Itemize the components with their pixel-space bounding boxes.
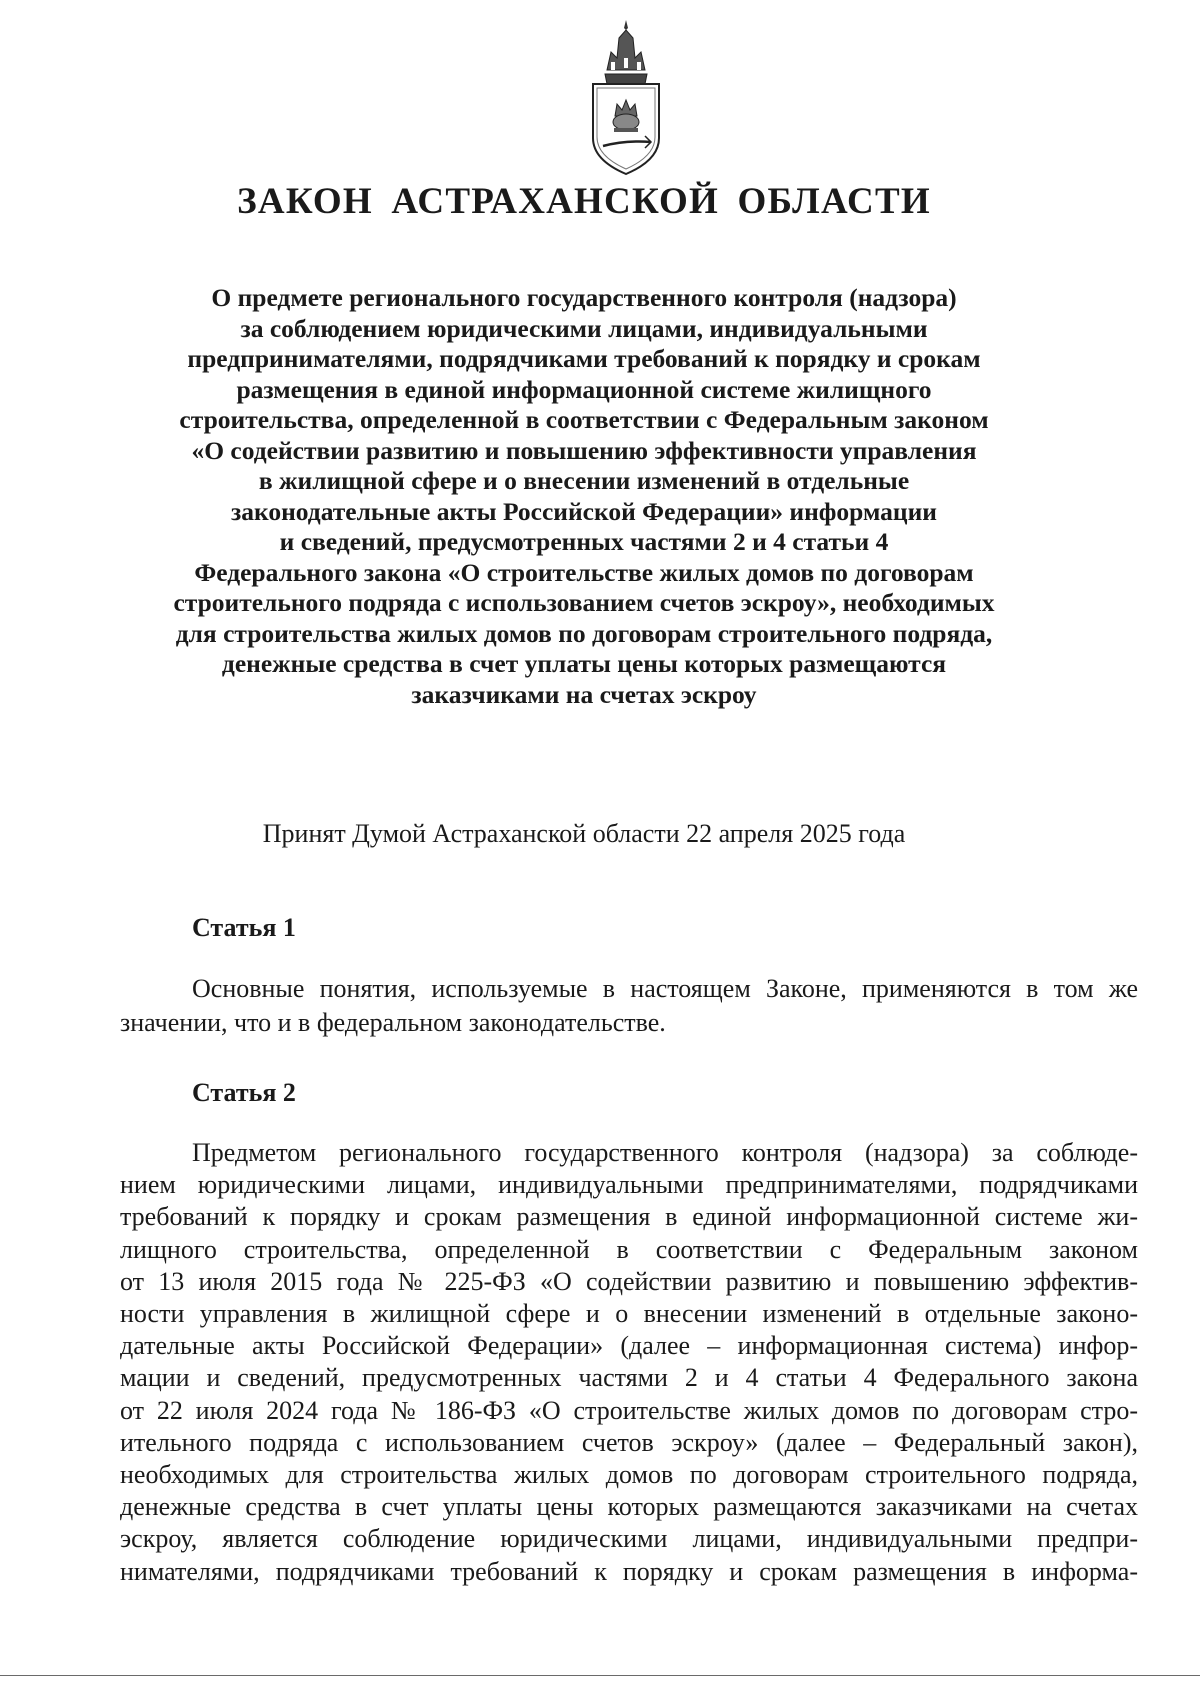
adoption-date: Принят Думой Астраханской области 22 апреля 2025 года	[262, 819, 906, 848]
article-2-heading: Статья 2	[192, 1078, 296, 1107]
subtitle-line: строительства, определенной в соответствии с Федеральным законом	[179, 405, 989, 434]
subtitle-line: «О содействии развитию и повышению эффективности управления	[191, 435, 977, 465]
subtitle-line: денежные средства в счет уплаты цены которых размещаются	[221, 649, 947, 678]
subtitle-line: за соблюдением юридическими лицами, индивидуальными	[240, 313, 928, 343]
text-line: дательные акты Российской Федерации» (далее – информационная система) инфор-	[120, 1331, 1138, 1361]
article-1-heading: Статья 1	[192, 913, 296, 942]
law-subtitle	[150, 283, 1018, 710]
subtitle-line: предпринимателями, подрядчиками требований к порядку и срокам	[187, 344, 981, 373]
astrakhan-coat-of-arms-icon	[585, 18, 667, 176]
text-line: лищного строительства, определенной в соответствии с Федеральным законом	[120, 1234, 1138, 1264]
text-line: Предметом регионального государственного контроля (надзора) за соблюде-	[192, 1138, 1138, 1167]
subtitle-line: О предмете регионального государственного контроля (надзора)	[211, 283, 957, 312]
article-1-text	[120, 972, 1138, 1040]
text-line: необходимых для строительства жилых домов по договорам строительного подряда,	[120, 1460, 1138, 1490]
law-title: ЗАКОН АСТРАХАНСКОЙ ОБЛАСТИ	[237, 181, 931, 222]
text-line: требований к порядку и срокам размещения в единой информационной системе жи-	[120, 1202, 1138, 1232]
text-line: от 22 июля 2024 года № 186-ФЗ «О строительстве жилых домов по договорам стро-	[120, 1395, 1138, 1425]
subtitle-line: и сведений, предусмотренных частями 2 и 4 статьи 4	[279, 527, 889, 556]
text-line: денежные средства в счет уплаты цены которых размещаются заказчиками на счетах	[120, 1492, 1138, 1522]
article-2-text	[120, 1137, 1138, 1588]
text-line: ительного подряда с использованием счетов эскроу» (далее – Федеральный закон),	[120, 1427, 1138, 1457]
page-footer-rule	[0, 1675, 1200, 1676]
text-line: нимателями, подрядчиками требований к порядку и срокам размещения в информа-	[120, 1556, 1138, 1586]
subtitle-line: законодательные акты Российской Федерации» информации	[230, 496, 938, 526]
text-line: от 13 июля 2015 года № 225-ФЗ «О содействии развитию и повышению эффектив-	[120, 1266, 1138, 1296]
text-line: ности управления в жилищной сфере и о внесении изменений в отдельные законо-	[120, 1299, 1138, 1329]
subtitle-line: строительного подряда с использованием счетов эскроу», необходимых	[173, 588, 995, 617]
subtitle-line: в жилищной сфере и о внесении изменений в отдельные	[258, 466, 910, 495]
text-line: мации и сведений, предусмотренных частями 2 и 4 статьи 4 Федерального закона	[120, 1363, 1138, 1393]
text-line: значении, что и в федеральном законодательстве.	[120, 1008, 666, 1037]
text-line: нием юридическими лицами, индивидуальными предпринимателями, подрядчиками	[120, 1170, 1138, 1200]
text-line: эскроу, является соблюдение юридическими лицами, индивидуальными предпри-	[120, 1524, 1138, 1554]
subtitle-line: заказчиками на счетах эскроу	[411, 679, 757, 709]
subtitle-line: размещения в единой информационной системе жилищного	[236, 374, 932, 404]
subtitle-line: для строительства жилых домов по договорам строительного подряда,	[175, 618, 993, 648]
text-line: Основные понятия, используемые в настоящем Законе, применяются в том же	[192, 974, 1138, 1003]
subtitle-line: Федерального закона «О строительстве жилых домов по договорам	[194, 557, 974, 587]
